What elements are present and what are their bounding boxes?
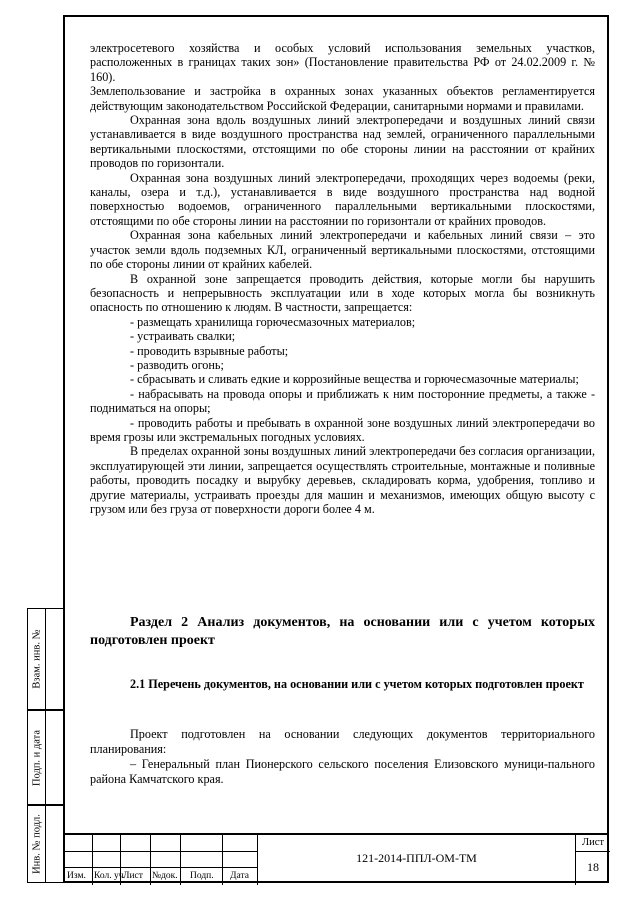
section-title: Раздел 2 Анализ документов, на основании или с учетом которых подготовлен проект (90, 615, 595, 648)
side-label-inventory: Инв. № подл. (31, 814, 42, 874)
side-stamp-signature (27, 710, 65, 805)
sheet-label: Лист (576, 835, 610, 852)
list-item: - размещать хранилища горючесмазочных материалов; (130, 314, 416, 329)
sheet-number: 18 (587, 860, 599, 874)
side-label-signature: Подп. и дата (31, 729, 42, 786)
prohibition-list (90, 315, 595, 445)
list-item: - разводить огонь; (130, 357, 224, 372)
col-podp: Подп. (190, 871, 214, 881)
paragraph-6: В охранной зоне запрещается проводить действия, которые могли бы нарушить безопасность и непрерывность эксплуатации или в ходе которых могла бы возникнуть опасность по отношению к людям. В частности, запрещается: (90, 271, 595, 315)
list-item: - сбрасывать и сливать едкие и коррозийные вещества и горючесмазочные материалы; (130, 372, 579, 387)
col-ndok: №док. (152, 871, 178, 881)
title-block (63, 833, 609, 883)
col-kol: Кол. уч (94, 871, 124, 881)
side-stamp-replacement (27, 608, 65, 710)
subsection-title: 2.1 Перечень документов, на основании или с учетом которых подготовлен проект (130, 677, 584, 691)
paragraph-4: Охранная зона воздушных линий электропередачи, проходящих через водоемы (реки, каналы, озера и т.д.), устанавливается в виде воздушного пространства над водной поверхностью водоемов, ограниченного параллельными вертикальными плоскостями, отстоящими по обе стороны линии на расстоянии по горизонтали от крайних проводов. (90, 170, 595, 228)
side-stamp-inventory (27, 805, 65, 883)
list-item: - устраивать свалки; (130, 329, 236, 344)
paragraph-2: Землепользование и застройка в охранных зонах указанных объектов регламентируется действующим законодательством Российской Федерации, санитарными нормами и правилами. (90, 84, 595, 113)
col-data: Дата (230, 871, 249, 881)
paragraph-5: Охранная зона кабельных линий электропередачи и кабельных линий связи – это участок земли вдоль подземных КЛ, ограниченный вертикальными плоскостями, отстоящими по обе стороны линии от крайних кабелей. (90, 228, 595, 272)
sheet-box (575, 835, 609, 885)
list-item: - проводить взрывные работы; (130, 343, 289, 358)
paragraph-3: Охранная зона вдоль воздушных линий электропередачи и воздушных линий связи устанавливается в виде воздушного пространства над землей, ограниченного параллельными вертикальными плоскостями, отстоящими по обе стороны линии на расстоянии от крайних проводов по горизонтали. (90, 113, 595, 171)
section-body (90, 727, 595, 787)
document-code: 121-2014-ППЛ-ОМ-ТМ (356, 851, 477, 865)
section-intro: Проект подготовлен на основании следующих документов территориального планирования: (90, 727, 595, 756)
paragraph-7: В пределах охранной зоны воздушных линий электропередачи без согласия организации, эксплуатирующей эти линии, запрещается осуществлять строительные, монтажные и поливные работы, проводить посадку и вырубку деревьев, складировать корма, удобрения, топливо и другие материалы, устраивать проезды для машин и механизмов, имеющих общую высоту с грузом или без груза от поверхности дороги более 4 м. (90, 444, 595, 516)
col-izm: Изм. (67, 871, 86, 881)
col-list: Лист (123, 871, 143, 881)
section-list-item: – Генеральный план Пионерского сельского поселения Елизовского муници-пального района Камчатского края. (90, 757, 595, 786)
document-body (90, 41, 595, 516)
side-label-replacement: Взам. инв. № (31, 629, 42, 689)
list-item: - набрасывать на провода опоры и приближать к ним посторонние предметы, а также - подниматься на опоры; (90, 386, 595, 416)
paragraph-1: электросетевого хозяйства и особых условий использования земельных участков, расположенных в границах таких зон» (Постановление правительства РФ от 24.02.2009 г. № 160). (90, 41, 595, 84)
list-item: - проводить работы и пребывать в охранной зоне воздушных линий электропередачи во время грозы или экстремальных погодных условиях. (90, 415, 595, 444)
